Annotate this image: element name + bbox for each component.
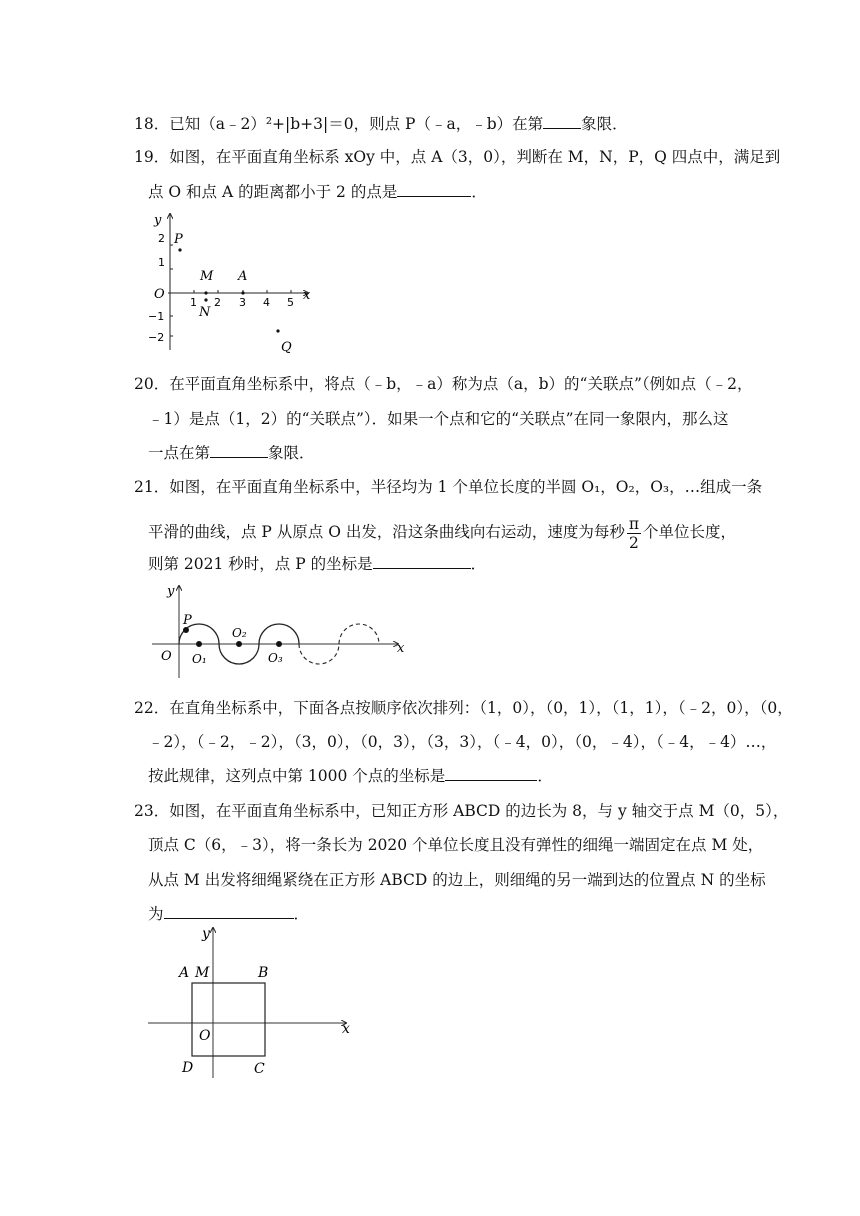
q21-fraction-den: 2 xyxy=(629,533,639,552)
q23-point-M-label: M xyxy=(195,965,210,981)
q19-point-N xyxy=(204,298,207,301)
q18-line1 xyxy=(134,113,628,135)
q21-x-label: x xyxy=(397,641,405,656)
q21-text: 平滑的曲线，点 P 从原点 O 出发，沿这条曲线向右运动，速度为每秒 xyxy=(148,523,625,541)
q22-text: 按此规律，这列点中第 1000 个点的坐标是 xyxy=(148,767,446,785)
q19-ytick-1: 1 xyxy=(158,256,165,269)
q21-center-O1 xyxy=(196,641,202,647)
q21-text-end: 个单位长度， xyxy=(643,523,737,541)
q19-ytick-neg1: −1 xyxy=(148,310,165,323)
q23-line2: 顶点 C（6，﹣3），将一条长为 2020 个单位长度且没有弹性的细绳一端固定在点 M 处， xyxy=(148,836,764,854)
q21-line1: 21．如图，在平面直角坐标系中，半径均为 1 个单位长度的半圆 O₁，O₂，O₃，…组成一条 xyxy=(134,478,763,496)
q19-ytick-neg2: −2 xyxy=(148,331,165,344)
q23-point-A-label: A xyxy=(179,965,190,981)
q23-square-ABCD xyxy=(192,983,265,1056)
q19-point-Q-label: Q xyxy=(281,340,292,355)
q21-figure xyxy=(148,580,418,680)
q19-answer-blank[interactable] xyxy=(397,181,471,197)
q22-text-end: ． xyxy=(537,767,553,785)
q19-origin-label: O xyxy=(154,287,165,302)
q19-x-label: x xyxy=(303,288,311,303)
q22-answer-blank[interactable] xyxy=(445,765,537,781)
q19-line1: 19．如图，在平面直角坐标系 xOy 中，点 A（3，0），判断在 M，N，P，Q 四点中，满足到 xyxy=(134,148,781,166)
q23-text: 为 xyxy=(148,905,164,923)
q21-O2-label: O₂ xyxy=(232,626,247,640)
q23-line3: 从点 M 出发将细绳紧绕在正方形 ABCD 的边上，则细绳的另一端到达的位置点 N 的坐标 xyxy=(148,871,766,889)
q22-line3 xyxy=(148,765,553,787)
q21-center-O2 xyxy=(236,641,242,647)
q21-y-label: y xyxy=(167,584,175,599)
q21-text3-end: ． xyxy=(470,555,487,573)
q23-origin-label: O xyxy=(199,1028,211,1044)
q21-line2 xyxy=(148,512,736,552)
q22-line1: 22．在直角坐标系中，下面各点按顺序依次排列：（1，0），（0，1），（1，1），（﹣2，0），（0， xyxy=(134,699,793,717)
q19-point-Q xyxy=(276,329,279,332)
q19-point-A-label: A xyxy=(238,269,248,284)
q21-point-P-label: P xyxy=(183,613,192,628)
q21-O1-label: O₁ xyxy=(192,652,207,666)
q19-point-M xyxy=(204,291,207,294)
q19-point-A xyxy=(241,291,244,294)
q19-point-N-label: N xyxy=(199,305,211,320)
q20-text-end: 象限． xyxy=(268,444,315,462)
q20-line2: ﹣1）是点（1，2）的“关联点”）．如果一个点和它的“关联点”在同一象限内，那么这 xyxy=(148,410,729,428)
q19-xtick-1: 1 xyxy=(190,296,197,309)
q19-xtick-5: 5 xyxy=(287,296,294,309)
q18-answer-blank[interactable] xyxy=(543,113,581,129)
q23-answer-blank[interactable] xyxy=(164,903,294,919)
q20-line1: 20．在平面直角坐标系中，将点（﹣b，﹣a）称为点（a，b）的“关联点”（例如点（﹣2， xyxy=(134,375,753,393)
q19-xtick-3: 3 xyxy=(239,296,246,309)
q23-point-C-label: C xyxy=(254,1061,265,1077)
q19-line2 xyxy=(148,181,487,203)
q23-x-label: x xyxy=(342,1021,350,1037)
q19-y-label: y xyxy=(154,213,162,228)
q21-O3-label: O₃ xyxy=(268,651,283,665)
q19-point-M-label: M xyxy=(200,269,214,284)
q19-ytick-2: 2 xyxy=(158,232,165,245)
q21-line3 xyxy=(148,553,486,575)
q19-text: 点 O 和点 A 的距离都小于 2 的点是 xyxy=(148,183,398,201)
q18-text: 18．已知（a﹣2）²+|b+3|＝0，则点 P（﹣a，﹣b）在第 xyxy=(134,115,544,133)
q23-y-label: y xyxy=(202,926,210,942)
q21-answer-blank[interactable] xyxy=(373,553,471,569)
q18-text-end: 象限． xyxy=(581,115,628,133)
q19-xtick-4: 4 xyxy=(263,296,270,309)
q21-fraction xyxy=(627,515,641,552)
q19-point-P xyxy=(178,248,181,251)
q23-line1: 23．如图，在平面直角坐标系中，已知正方形 ABCD 的边长为 8，与 y 轴交于点 M（0，5）， xyxy=(134,802,789,820)
q23-figure xyxy=(146,922,366,1082)
q19-xtick-2: 2 xyxy=(214,296,221,309)
q20-answer-blank[interactable] xyxy=(210,442,268,458)
q21-center-O3 xyxy=(276,641,282,647)
q21-fraction-num: π xyxy=(628,514,640,533)
q20-line3 xyxy=(148,442,315,464)
q19-figure xyxy=(140,208,320,358)
q19-text-end: ． xyxy=(471,183,487,201)
q23-point-D-label: D xyxy=(182,1060,194,1076)
q20-text: 一点在第 xyxy=(148,444,211,462)
q21-origin-label: O xyxy=(161,649,172,664)
q21-text3: 则第 2021 秒时，点 P 的坐标是 xyxy=(148,555,373,573)
q22-line2: ﹣2），（﹣2，﹣2），（3，0），（0，3），（3，3），（﹣4，0），（0，﹣4），（﹣4，﹣4）…， xyxy=(148,733,777,751)
q23-point-B-label: B xyxy=(258,965,269,981)
q19-point-P-label: P xyxy=(174,232,183,247)
q23-text-end: ． xyxy=(293,905,310,923)
